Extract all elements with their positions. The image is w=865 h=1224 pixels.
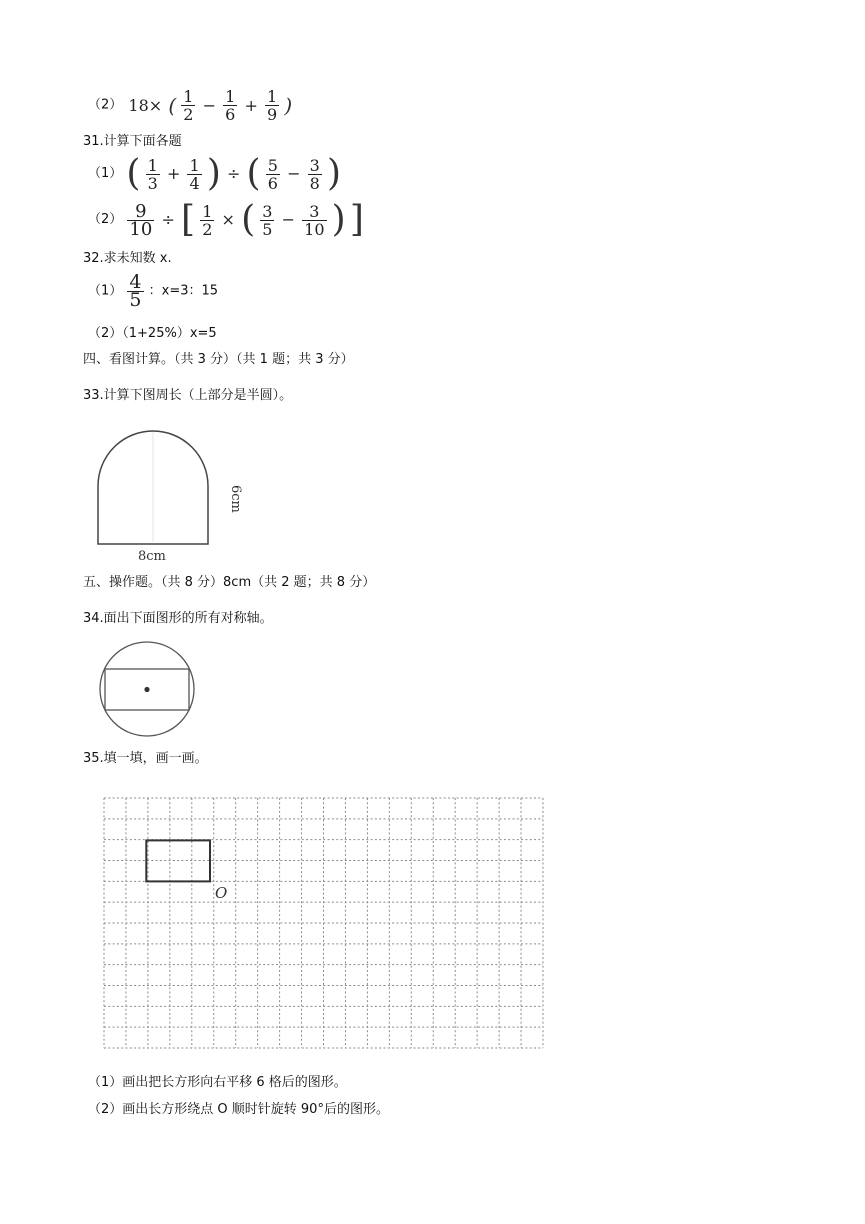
q30-2-op1: −	[202, 95, 217, 115]
q31-1-label: （1）	[88, 166, 123, 181]
q30-2-close-paren: )	[284, 93, 293, 118]
q31-1-fraction-b1: $\frac{5}{6}$	[267, 155, 278, 193]
q32-title: 32.求未知数 x.	[83, 251, 172, 266]
q31-2-fraction-0: $\frac{9}{10}$	[129, 200, 153, 240]
q32-2-equation: （2）（1+25%）x=5	[88, 326, 217, 341]
q30-2-op2: +	[244, 95, 258, 115]
q30-2-expression	[88, 88, 292, 123]
q31-1-fraction-a1: $\frac{1}{3}$	[147, 155, 158, 193]
q31-2-fraction-3: $\frac{3}{10}$	[304, 201, 325, 239]
q34-figure	[95, 640, 230, 740]
q31-title: 31.计算下面各题	[83, 134, 182, 149]
q31-2-fraction-1: $\frac{1}{2}$	[202, 201, 213, 239]
q30-2-open-paren: (	[168, 93, 177, 118]
q31-2-label: （2）	[88, 212, 123, 227]
q32-1-equation	[88, 271, 219, 311]
section-4-heading: 四、看图计算。（共 3 分）（共 1 题；共 3 分）	[83, 352, 354, 367]
q32-1-label: （1）	[88, 283, 123, 299]
section-5-heading: 五、操作题。（共 8 分）8cm（共 2 题；共 8 分）	[83, 575, 376, 590]
q30-2-label: （2）	[88, 97, 123, 113]
q31-1-expression: （1） ( $\frac{1}{3}$ + $\frac{1}{4}$ ) ÷ ( $\frac{5}{6}$ − $\frac{3}{8}$ )	[88, 153, 341, 194]
q30-2-lead: 18×	[128, 95, 163, 115]
q35-title: 35.填一填，画一画。	[83, 751, 208, 766]
q35-step-2: （2）画出长方形绕点 O 顺时针旋转 90°后的图形。	[88, 1102, 389, 1117]
q31-1-fraction-a2: $\frac{1}{4}$	[189, 155, 200, 193]
q33-title: 33.计算下图周长（上部分是半圆）。	[83, 388, 293, 403]
q33-figure	[90, 412, 243, 568]
q35-step-1: （1）画出把长方形向右平移 6 格后的图形。	[88, 1075, 347, 1090]
q30-2-fraction-1: $\frac{1}{2}$	[183, 87, 194, 124]
height-label: 6cm	[228, 485, 243, 513]
center-dot	[144, 687, 149, 692]
q32-1-fraction: $\frac{4}{5}$	[129, 271, 142, 311]
q34-title: 34.面出下面图形的所有对称轴。	[83, 611, 273, 626]
q31-1-fraction-b2: $\frac{3}{8}$	[309, 155, 320, 193]
dotted-grid	[104, 798, 543, 1048]
q31-2-expression: （2） $\frac{9}{10}$ ÷ [ $\frac{1}{2}$ × ( $\frac{3}{5}$ − $\frac{3}{10}$ ) ]	[88, 199, 364, 240]
width-label: 8cm	[138, 549, 166, 564]
q31-2-fraction-2: $\frac{3}{5}$	[262, 201, 273, 239]
q35-grid-figure	[100, 794, 550, 1054]
point-o-label: O	[215, 884, 228, 902]
q32-1-rest: ：x=3：15	[148, 283, 219, 299]
q30-2-fraction-3: $\frac{1}{9}$	[267, 87, 278, 124]
q30-2-fraction-2: $\frac{1}{6}$	[225, 87, 236, 124]
